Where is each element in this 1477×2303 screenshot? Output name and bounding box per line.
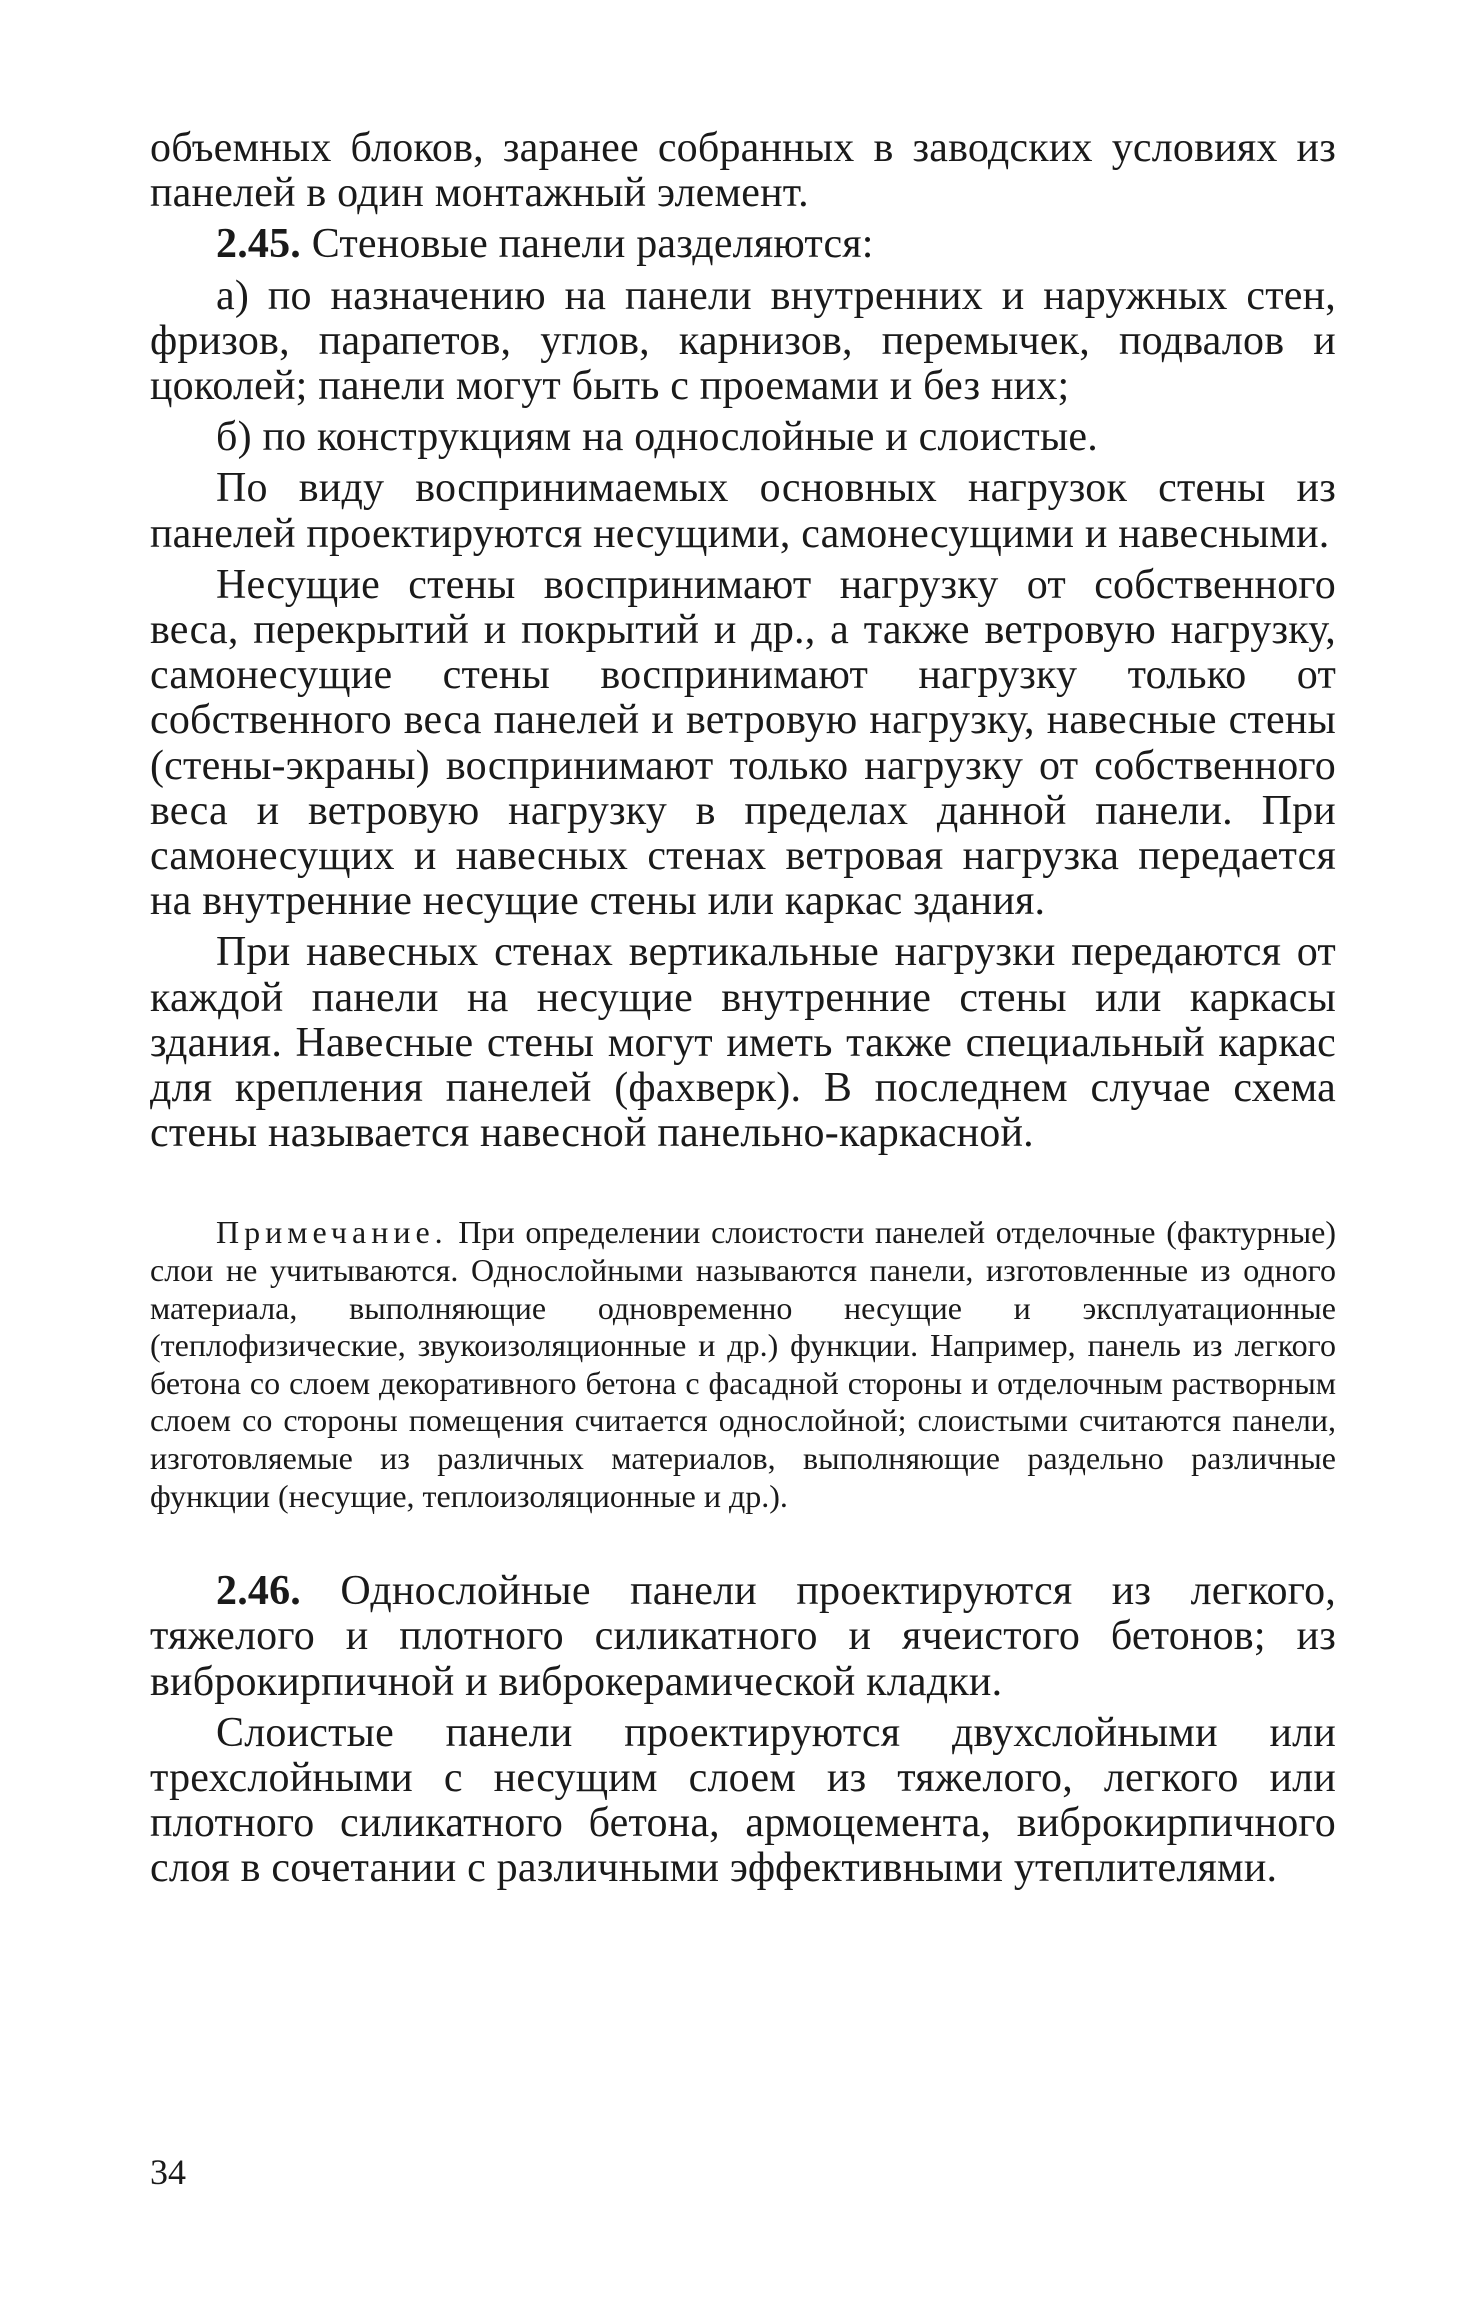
note-label: Примечание. <box>216 1214 448 1251</box>
list-item-a: а) по назначению на панели внутренних и наружных стен, фризов, парапетов, углов, карнизов, перемычек, подвалов и цоколей; панели могут быть с проемами и без них; <box>150 272 1336 410</box>
page-body <box>150 126 1336 1892</box>
page-number: 34 <box>150 2152 186 2192</box>
note-text: При определении слоистости панелей отделочные (фактурные) слои не учитываются. Однослойными называются панели, изготовленные из одного материала, выполняющие одновременно несущие и эксплуатационные (теплофизические, звукоизоляционные и др.) функции. Например, панель из легкого бетона со слоем декоративного бетона с фасадной стороны и отделочным растворным слоем со стороны помещения считается однослойной; слоистыми считаются панели, изготовляемые из различных материалов, выполняющие раздельно различные функции (несущие, теплоизоляционные и др.). <box>150 1214 1336 1514</box>
section-heading-text: Стеновые панели разделяются: <box>301 221 874 268</box>
main-text-upper <box>150 126 1336 1156</box>
section-text: Однослойные панели проектируются из легкого, тяжелого и плотного силикатного и ячеистого бетонов; из виброкирпичной и виброкерамической кладки. <box>150 1568 1336 1705</box>
section-number: 2.46. <box>216 1568 301 1615</box>
paragraph-load-bearing: Несущие стены воспринимают нагрузку от собственного веса, перекрытий и покрытий и др., а также ветровую нагрузку, самонесущие стены воспринимают нагрузку только от собственного веса панелей и ветровую нагрузку, навесные стены (стены-экраны) воспринимают только нагрузку от собственного веса и ветровую нагрузку в пределах данной панели. При самонесущих и навесных стенах ветровая нагрузка передается на внутренние несущие стены или каркас здания. <box>150 561 1336 925</box>
note-block <box>150 1214 1336 1515</box>
paragraph-layered-panels: Слоистые панели проектируются двухслойными или трехслойными с несущим слоем из тяжелого, легкого или плотного силикатного бетона, армоцемента, виброкирпичного слоя в сочетании с различными эффективными утеплителями. <box>150 1709 1336 1892</box>
section-2-46-heading <box>150 1569 1336 1705</box>
paragraph-load-types: По виду воспринимаемых основных нагрузок стены из панелей проектируются несущими, самонесущими и навесными. <box>150 465 1336 557</box>
paragraph-continuation: объемных блоков, заранее собранных в заводских условиях из панелей в один монтажный элемент. <box>150 125 1336 217</box>
main-text-lower <box>150 1569 1336 1891</box>
paragraph-curtain-walls: При навесных стенах вертикальные нагрузки передаются от каждой панели на несущие внутренние стены или каркасы здания. Навесные стены могут иметь также специальный каркас для крепления панелей (фахверк). В последнем случае схема стены называется навесной панельно-каркасной. <box>150 929 1336 1157</box>
section-2-45-heading <box>150 222 1336 267</box>
section-number: 2.45. <box>216 221 301 268</box>
list-item-b: б) по конструкциям на однослойные и слоистые. <box>216 414 1098 461</box>
